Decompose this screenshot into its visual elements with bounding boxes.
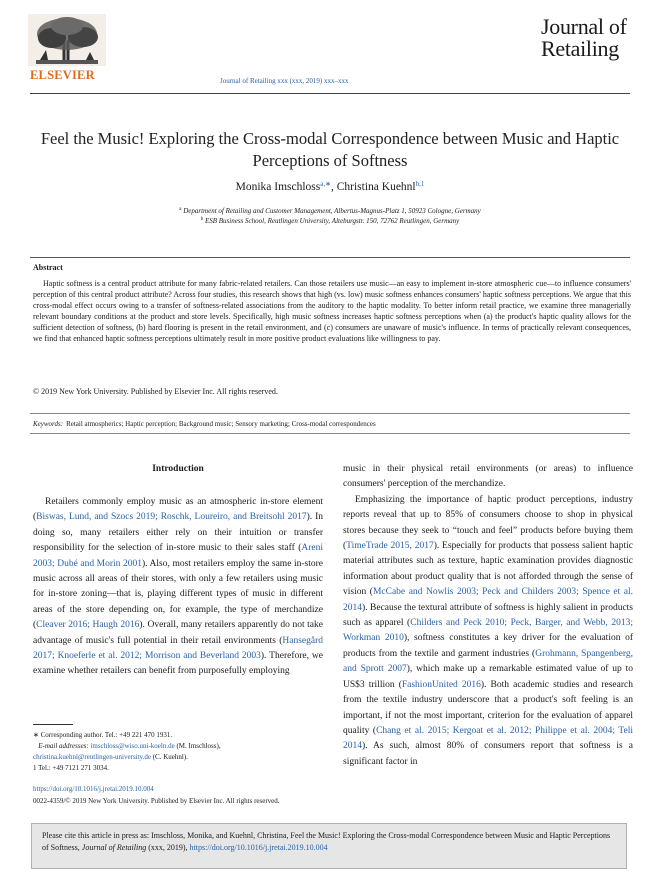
keywords <box>33 420 376 428</box>
right-column <box>343 462 633 770</box>
keywords-text: Retail atmospherics; Haptic perception; Background music; Sensory marketing; Cross-modal correspondences <box>66 420 376 428</box>
author-list <box>30 180 630 193</box>
citation-link[interactable]: Areni 2003; Dubé and Morin 2001 <box>33 543 323 569</box>
citation-link[interactable]: Cleaver 2016; Haugh 2016 <box>36 620 140 631</box>
author-separator: , <box>330 181 337 193</box>
doi-link[interactable]: https://doi.org/10.1016/j.jretai.2019.10.004 <box>33 785 154 793</box>
citation-link[interactable]: McCabe and Nowlis 2003; Peck and Childers 2003; Spence et al. 2014 <box>343 587 633 613</box>
body-paragraph: music in their physical retail environments (or areas) to influence consumers' perception of the merchandize. <box>343 464 633 490</box>
footnote-divider <box>33 724 73 725</box>
citation-link[interactable]: Childers and Peck 2010; Peck, Barger, and Webb, 2013; Workman 2010 <box>343 618 633 644</box>
article-title: Feel the Music! Exploring the Cross-modal Correspondence between Music and Haptic Perceptions of Softness <box>40 129 620 170</box>
cite-journal: Journal of Retailing <box>81 843 147 852</box>
citation-link[interactable]: Hansegård 2017; Knoeferle et al. 2012; Morrison and Beverland 2003 <box>33 635 323 662</box>
footnote-emails-cont: christina.kuehnl@reutlingen-university.de (C. Kuehnl). <box>33 753 188 761</box>
keywords-divider <box>30 413 630 414</box>
affiliation <box>30 217 630 225</box>
citation-link[interactable]: Grohmann, Spangenberg, and Sprott 2007 <box>343 648 633 675</box>
cite-doi-link[interactable]: https://doi.org/10.1016/j.jretai.2019.10.004 <box>189 843 328 852</box>
cite-text: Please cite this article in press as: Imschloss, Monika, and Kuehnl, Christina, Feel the Music! Exploring the Cross-modal Correspondence between Music and Haptic Perceptions of Softness, <box>42 831 611 852</box>
affiliation <box>30 207 630 215</box>
abstract-divider <box>30 257 630 258</box>
footnote-tel: 1 Tel.: +49 7121 271 3034. <box>33 764 109 772</box>
header-divider <box>30 93 630 94</box>
email-link[interactable]: christina.kuehnl@reutlingen-university.de <box>33 753 151 761</box>
footnote-emails: E-mail addresses: imschloss@wiso.uni-koeln.de (M. Imschloss), <box>38 742 221 750</box>
affiliation-marker: b <box>200 217 204 222</box>
cite-box: Please cite this article in press as: Imschloss, Monika, and Kuehnl, Christina, Feel the Music! Exploring the Cross-modal Correspondence between Music and Haptic Perceptions of Softness, Journal of Retailing (xxx, 2019), https://doi.org/10.1016/j.jretai.2019.10.004 <box>31 823 627 869</box>
citation-link[interactable]: Chang et al. 2015; Kergoat et al. 2012; Philippe et al. 2004; Teli 2014 <box>343 725 633 752</box>
body-paragraph: Emphasizing the importance of haptic product perceptions, industry reports reveal that up to 85% of consumers choose to shop in physical stores because they seek to “touch and feel” products before buying them (TimeTrade 2015, 2017). Especially for products that possess salient haptic material attributes such as texture, haptic examination provides diagnostic information about product quality that is not afforded through the sense of vision (McCabe and Nowlis 2003; Peck and Childers 2003; Spence et al. 2014). Because the textural attribute of softness is highly salient in products such as apparel (Childers and Peck 2010; Peck, Barger, and Webb, 2013; Workman 2010), softness constitutes a key driver for the evaluation of products from the textile and garment industries (Grohmann, Spangenberg, and Sprott 2007), which make up a remarkable estimated value of up to US$3 trillion (FashionUnited 2016). Both academic studies and research from the textile industry underscore that a product's soft feeling is an important, if not the most important, criterion for the evaluation of apparel quality (Chang et al. 2015; Kergoat et al. 2012; Philippe et al. 2004; Teli 2014). As such, almost 80% of consumers report that softness is a significant factor in <box>343 494 634 767</box>
keywords-label: Keywords: <box>33 420 64 428</box>
email-link[interactable]: imschloss@wiso.uni-koeln.de <box>90 742 175 750</box>
issn-copyright: 0022-4359/© 2019 New York University. Published by Elsevier Inc. All rights reserved. <box>33 797 280 805</box>
running-head[interactable]: Journal of Retailing xxx (xxx, 2019) xxx–xxx <box>220 77 349 85</box>
abstract-heading: Abstract <box>33 263 63 272</box>
journal-logo-line-2: Retailing <box>541 36 619 61</box>
citation-link[interactable]: FashionUnited 2016 <box>401 679 481 690</box>
affiliation-text: Department of Retailing and Customer Management, Albertus-Magnus-Platz 1, 50923 Cologne, Germany <box>183 207 481 215</box>
author-affiliation-marker[interactable]: a,∗ <box>320 180 331 188</box>
abstract-copyright: © 2019 New York University. Published by Elsevier Inc. All rights reserved. <box>33 387 278 396</box>
body-paragraph: Retailers commonly employ music as an atmospheric in-store element (Biswas, Lund, and Szocs 2019; Roschk, Loureiro, and Breitsohl 2017). In doing so, many retailers either rely on their intuition or transfer responsibility for the selection of in-store music to their sales staff (Areni 2003; Dubé and Morin 2001). Also, most retailers employ the same in-store music across all areas of their stores, with only a few retailers using music for in-store zoning—that is, playing different types of music in different areas of the store depending on, for example, the type of merchandize (Cleaver 2016; Haugh 2016). Overall, many retailers apparently do not take advantage of music's full potential in their retail environments (Hansegård 2017; Knoeferle et al. 2012; Morrison and Beverland 2003). Therefore, we examine whether retailers can benefit from purposefully employing <box>33 497 324 677</box>
footnote-corresponding-author: ∗ Corresponding author. Tel.: +49 221 470 1931. <box>33 731 173 739</box>
affiliation-text: ESB Business School, Reutlingen University, Alteburgstr. 150, 72762 Reutlingen, Germany <box>204 217 460 225</box>
affiliation-marker: a <box>179 207 182 212</box>
left-column <box>33 462 323 680</box>
abstract-text: Haptic softness is a central product attribute for many fabric-related retailers. Can those retailers use music—an easy to implement in-store atmospheric cue—to influence consumers' perception of this central product attribute? Across four studies, this research shows that high (vs. low) music softness enhances consumers' haptic softness perceptions. We argue that this cross-modal effect occurs owing to a transfer of softness-related associations from the auditory to the haptic modality. To better inform retail practice, we examine three managerially relevant boundary conditions at the product and store levels. Specifically, high music softness increases haptic softness perceptions when (a) the product's haptic quality allows for the sufficient detection of softness, (b) hard flooring is present in the retail environment, and (c) consumers are unaware of music's influence. In terms of practically relevant consequences, we find that enhanced haptic softness perceptions ultimately result in more positive product evaluations like willingness to pay. <box>33 279 631 343</box>
email-label: E-mail addresses: <box>38 742 89 750</box>
citation-link[interactable]: TimeTrade 2015, 2017 <box>346 541 434 552</box>
citation-link[interactable]: Biswas, Lund, and Szocs 2019; Roschk, Loureiro, and Breitsohl 2017 <box>36 512 307 523</box>
journal-logo[interactable] <box>541 16 627 60</box>
publisher-name: ELSEVIER <box>30 68 95 82</box>
author-name: Christina Kuehnl <box>336 181 416 193</box>
keywords-divider <box>30 433 630 434</box>
author-name: Monika Imschloss <box>235 181 321 193</box>
section-heading: Introduction <box>152 464 204 474</box>
author-affiliation-marker[interactable]: b,1 <box>415 180 425 188</box>
journal-logo-line-1: Journal of <box>541 14 627 39</box>
